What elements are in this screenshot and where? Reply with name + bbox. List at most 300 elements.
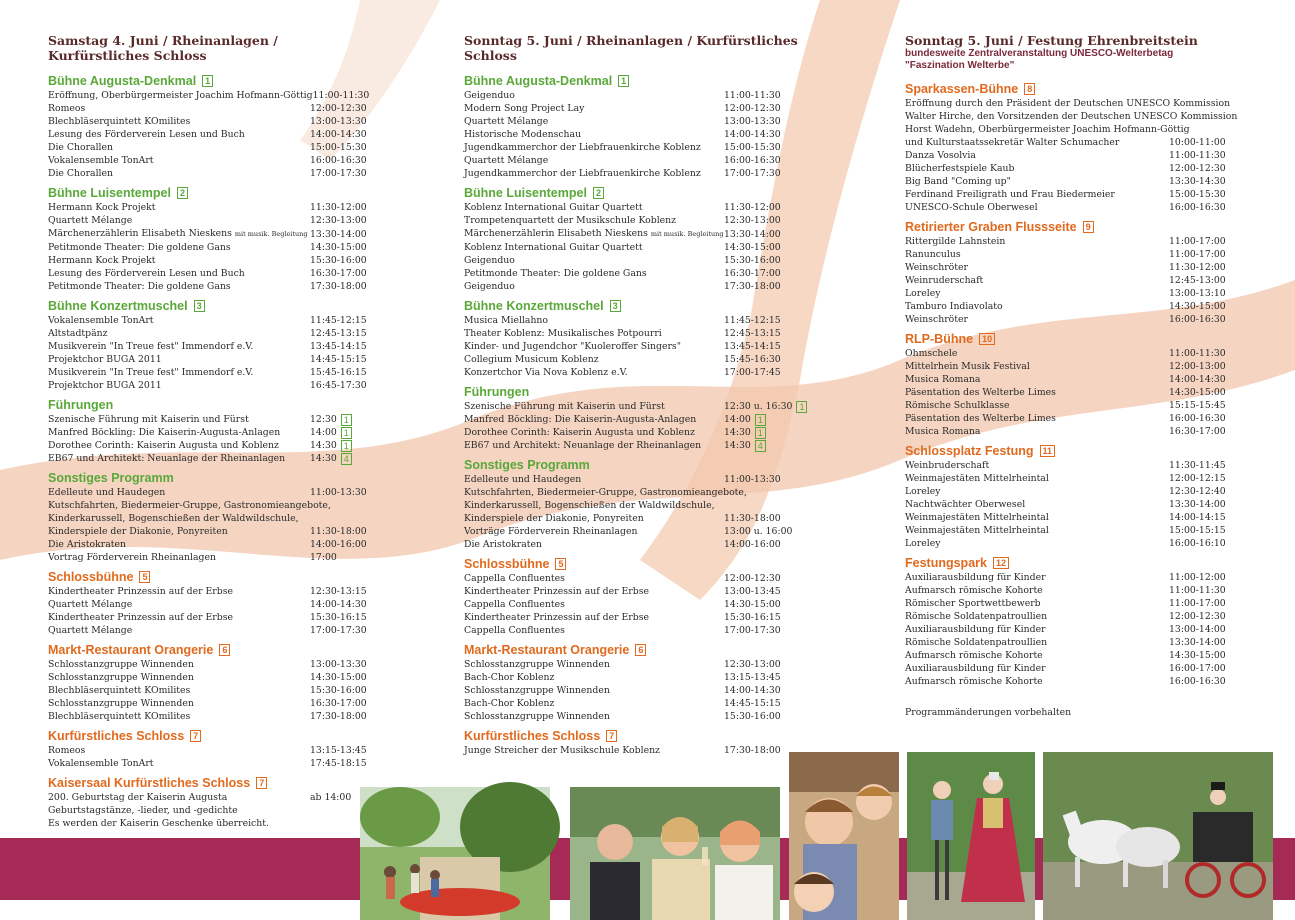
program-name: Schlosstanzgruppe Winnenden bbox=[48, 672, 194, 683]
program-name: Geigenduo bbox=[464, 90, 515, 101]
program-time: 15:30-16:15 bbox=[724, 612, 781, 623]
program-name: Kindertheater Prinzessin auf der Erbse bbox=[464, 586, 649, 597]
program-name-wrap bbox=[905, 412, 1169, 425]
day-heading: Samstag 4. Juni / Rheinanlagen / Kurfürstliches Schloss bbox=[48, 33, 278, 63]
program-row bbox=[464, 115, 809, 128]
program-name: Musikverein "In Treue fest" Immendorf e.V. bbox=[48, 367, 254, 378]
program-name-wrap bbox=[48, 512, 310, 525]
program-name-wrap bbox=[464, 671, 724, 684]
program-row bbox=[464, 525, 809, 538]
program-time-wrap bbox=[724, 585, 809, 598]
program-row bbox=[905, 537, 1235, 550]
program-time-wrap bbox=[331, 499, 368, 512]
program-time: 15:30-16:15 bbox=[310, 612, 367, 623]
program-time: 16:45-17:30 bbox=[310, 380, 367, 391]
program-row bbox=[48, 512, 368, 525]
program-name-wrap bbox=[48, 525, 310, 538]
venue-title bbox=[48, 298, 368, 314]
program-name: Musica Romana bbox=[905, 374, 981, 385]
program-time: 16:30-17:00 bbox=[310, 698, 367, 709]
program-time-wrap bbox=[724, 102, 809, 115]
program-name: Koblenz International Guitar Quartett bbox=[464, 242, 643, 253]
program-time: 15:30-16:00 bbox=[724, 255, 781, 266]
venue-map-number: 6 bbox=[635, 644, 646, 656]
program-time-wrap bbox=[310, 227, 368, 241]
program-name: Edelleute und Haudegen bbox=[48, 487, 166, 498]
program-row bbox=[464, 141, 809, 154]
program-name-wrap bbox=[464, 585, 724, 598]
program-name-wrap bbox=[905, 347, 1169, 360]
program-name: Römische Soldatenpatroullien bbox=[905, 611, 1048, 622]
program-time: 14:30 bbox=[724, 427, 751, 438]
program-time-wrap bbox=[310, 141, 368, 154]
program-name: Kutschfahrten, Biedermeier-Gruppe, Gastronomieangebote, bbox=[48, 500, 331, 511]
venue-name: Schlossbühne bbox=[464, 557, 550, 571]
program-name-wrap bbox=[464, 241, 724, 254]
program-time: 16:00-16:30 bbox=[310, 155, 367, 166]
program-name-wrap bbox=[48, 128, 310, 141]
venue-map-number: 3 bbox=[610, 300, 621, 312]
program-name-wrap bbox=[464, 340, 724, 353]
program-row bbox=[48, 710, 368, 723]
program-name: Weinschröter bbox=[905, 314, 968, 325]
program-row bbox=[464, 214, 809, 227]
program-time-wrap bbox=[310, 439, 368, 452]
venue-title bbox=[464, 728, 809, 744]
program-row bbox=[464, 671, 809, 684]
program-time: 16:30-17:00 bbox=[724, 268, 781, 279]
program-name-wrap bbox=[464, 201, 724, 214]
program-row bbox=[464, 512, 809, 525]
program-time: 16:30-17:00 bbox=[310, 268, 367, 279]
program-name-wrap bbox=[464, 115, 724, 128]
tour-start-number: 1 bbox=[341, 427, 352, 439]
program-time: 14:30-15:00 bbox=[310, 672, 367, 683]
program-name: Lesung des Förderverein Lesen und Buch bbox=[48, 129, 245, 140]
program-time: 10:00-11:00 bbox=[1169, 137, 1226, 148]
program-name-wrap bbox=[48, 804, 310, 817]
venue-section bbox=[48, 185, 368, 293]
program-time-wrap bbox=[310, 486, 368, 499]
program-time: 12:00-12:30 bbox=[1169, 163, 1226, 174]
program-time: 13:15-13:45 bbox=[310, 745, 367, 756]
program-name-wrap bbox=[905, 175, 1169, 188]
program-name-wrap bbox=[464, 254, 724, 267]
program-row bbox=[464, 353, 809, 366]
program-time-wrap bbox=[1169, 235, 1235, 248]
program-name-wrap bbox=[48, 227, 310, 241]
stilt-performers-photo bbox=[907, 752, 1035, 920]
venue-section bbox=[48, 728, 368, 770]
program-name: Weinruderschaft bbox=[905, 275, 984, 286]
program-name-wrap bbox=[48, 697, 310, 710]
program-name-wrap bbox=[464, 426, 724, 439]
program-row bbox=[905, 649, 1235, 662]
venue-section bbox=[464, 556, 809, 637]
venue-section bbox=[464, 728, 809, 757]
day-subheading: bundesweite Zentralveranstaltung UNESCO-Welterbetag bbox=[905, 48, 1174, 59]
program-row bbox=[48, 102, 368, 115]
park-garden-photo bbox=[360, 787, 550, 920]
program-name: Jugendkammerchor der Liebfrauenkirche Koblenz bbox=[464, 142, 701, 153]
program-name: Projektchor BUGA 2011 bbox=[48, 380, 162, 391]
venue-map-number: 12 bbox=[993, 557, 1009, 569]
program-row bbox=[905, 201, 1235, 214]
program-row bbox=[48, 241, 368, 254]
venue-section bbox=[464, 298, 809, 379]
program-time-wrap bbox=[1169, 623, 1235, 636]
program-time-wrap bbox=[1169, 571, 1235, 584]
program-row bbox=[48, 426, 368, 439]
program-time-wrap bbox=[724, 598, 809, 611]
program-time-wrap bbox=[310, 697, 368, 710]
program-row bbox=[905, 662, 1235, 675]
program-row bbox=[464, 400, 809, 413]
program-row bbox=[464, 744, 809, 757]
venue-map-number: 2 bbox=[593, 187, 604, 199]
program-time-wrap bbox=[310, 167, 368, 180]
program-name: Petitmonde Theater: Die goldene Gans bbox=[48, 281, 231, 292]
program-column-saturday bbox=[48, 30, 368, 830]
venue-title bbox=[464, 185, 809, 201]
program-row bbox=[905, 636, 1235, 649]
program-name-wrap bbox=[48, 757, 310, 770]
program-name-wrap bbox=[905, 287, 1169, 300]
program-name: Schlosstanzgruppe Winnenden bbox=[464, 659, 610, 670]
program-time: 17:30-18:00 bbox=[724, 281, 781, 292]
program-name-wrap bbox=[48, 267, 310, 280]
program-row bbox=[464, 241, 809, 254]
program-time: 14:00 bbox=[310, 427, 337, 438]
program-time-wrap bbox=[1169, 610, 1235, 623]
venue-section bbox=[905, 555, 1235, 688]
venue-section bbox=[48, 642, 368, 723]
program-name-wrap bbox=[464, 141, 724, 154]
venue-map-number: 5 bbox=[139, 571, 150, 583]
program-name-wrap bbox=[48, 167, 310, 180]
program-time-wrap bbox=[310, 598, 368, 611]
program-name: Quartett Mélange bbox=[464, 155, 549, 166]
program-name: 200. Geburtstag der Kaiserin Augusta bbox=[48, 792, 228, 803]
venue-name: Führungen bbox=[48, 398, 114, 412]
program-name-wrap bbox=[905, 261, 1169, 274]
program-time: 13:00-13:30 bbox=[310, 116, 367, 127]
program-row bbox=[48, 499, 368, 512]
program-row bbox=[464, 486, 809, 499]
program-time-wrap bbox=[724, 201, 809, 214]
program-time: 11:30-11:45 bbox=[1169, 460, 1226, 471]
program-name: Nachtwächter Oberwesel bbox=[905, 499, 1026, 510]
program-time-wrap bbox=[1169, 136, 1235, 149]
program-time-wrap bbox=[1169, 636, 1235, 649]
venue-title bbox=[464, 642, 809, 658]
program-name-wrap bbox=[905, 524, 1169, 537]
program-name-wrap bbox=[464, 611, 724, 624]
program-name: Weinmajestäten Mittelrheintal bbox=[905, 512, 1049, 523]
program-name: und Kulturstaatssekretär Walter Schumacher bbox=[905, 137, 1120, 148]
program-time: 11:00-17:00 bbox=[1169, 598, 1226, 609]
program-time-wrap bbox=[724, 473, 809, 486]
program-row bbox=[905, 110, 1238, 123]
program-time: 12:00-12:30 bbox=[724, 103, 781, 114]
program-time-wrap bbox=[724, 710, 809, 723]
program-time-wrap bbox=[724, 439, 809, 452]
program-row bbox=[905, 313, 1235, 326]
program-time: 11:30-12:00 bbox=[1169, 262, 1226, 273]
program-name-wrap bbox=[905, 498, 1169, 511]
program-time-wrap bbox=[1169, 149, 1235, 162]
program-row bbox=[48, 115, 368, 128]
program-time: 13:45-14:15 bbox=[724, 341, 781, 352]
venue-map-number: 7 bbox=[190, 730, 201, 742]
venue-map-number: 10 bbox=[979, 333, 995, 345]
program-time-wrap bbox=[310, 214, 368, 227]
venue-map-number: 2 bbox=[177, 187, 188, 199]
program-row bbox=[464, 710, 809, 723]
program-row bbox=[464, 413, 809, 426]
venue-name: Bühne Augusta-Denkmal bbox=[48, 74, 197, 88]
venue-name: Bühne Luisentempel bbox=[48, 186, 171, 200]
program-name-wrap bbox=[464, 167, 724, 180]
program-time-wrap bbox=[1169, 261, 1235, 274]
program-name-wrap bbox=[464, 744, 724, 757]
program-row bbox=[905, 261, 1235, 274]
venue-name: Retirierter Graben Flussseite bbox=[905, 220, 1077, 234]
venue-title bbox=[48, 775, 368, 791]
program-name-wrap bbox=[48, 452, 310, 465]
program-name-wrap bbox=[905, 313, 1169, 326]
program-column-sunday-festung bbox=[905, 30, 1238, 719]
tour-start-number: 4 bbox=[755, 440, 766, 452]
venue-name: Sparkassen-Bühne bbox=[905, 82, 1019, 96]
program-time: 14:00-14:15 bbox=[1169, 512, 1226, 523]
program-time-wrap bbox=[724, 314, 809, 327]
program-name: Weinbruderschaft bbox=[905, 460, 990, 471]
program-name: Schlosstanzgruppe Winnenden bbox=[464, 711, 610, 722]
program-name-wrap bbox=[905, 649, 1169, 662]
day-heading: Sonntag 5. Juni / Festung Ehrenbreitstein bbox=[905, 33, 1198, 48]
program-row bbox=[905, 675, 1235, 688]
program-time: ab 14:00 bbox=[310, 792, 352, 803]
program-row bbox=[464, 473, 809, 486]
program-time-wrap bbox=[1169, 201, 1235, 214]
venue-map-number: 9 bbox=[1083, 221, 1094, 233]
program-time-wrap bbox=[1169, 498, 1235, 511]
program-time-wrap bbox=[310, 671, 368, 684]
program-time: 16:00-16:30 bbox=[1169, 314, 1226, 325]
program-time-wrap bbox=[724, 512, 809, 525]
program-name-wrap bbox=[464, 499, 724, 512]
program-name: Cappella Confluentes bbox=[464, 599, 565, 610]
program-time-wrap bbox=[310, 379, 368, 392]
tour-start-number: 1 bbox=[341, 440, 352, 452]
program-name-wrap bbox=[905, 149, 1169, 162]
program-time-wrap bbox=[1169, 360, 1235, 373]
venue-name: Kaisersaal Kurfürstliches Schloss bbox=[48, 776, 251, 790]
program-row bbox=[905, 386, 1235, 399]
program-row bbox=[48, 314, 368, 327]
program-name-wrap bbox=[48, 439, 310, 452]
program-row bbox=[905, 136, 1235, 149]
program-time: 14:30-15:00 bbox=[1169, 650, 1226, 661]
program-time-wrap bbox=[310, 452, 368, 465]
program-row bbox=[48, 254, 368, 267]
program-time: 14:00-16:00 bbox=[724, 539, 781, 550]
program-row bbox=[48, 128, 368, 141]
program-name: Blechbläserquintett KOmilites bbox=[48, 685, 191, 696]
program-name-wrap bbox=[48, 744, 310, 757]
program-name: Aufmarsch römische Kohorte bbox=[905, 650, 1043, 661]
program-time: 17:00-17:30 bbox=[310, 168, 367, 179]
program-row bbox=[464, 314, 809, 327]
program-name-wrap bbox=[464, 314, 724, 327]
program-row bbox=[905, 524, 1235, 537]
program-time: 12:30 u. 16:30 bbox=[724, 401, 793, 412]
program-time-wrap bbox=[1169, 313, 1235, 326]
program-time-wrap bbox=[310, 710, 368, 723]
program-row bbox=[48, 551, 368, 564]
program-row bbox=[48, 353, 368, 366]
venue-title bbox=[464, 298, 809, 314]
program-time-wrap bbox=[1169, 485, 1235, 498]
program-name-wrap bbox=[464, 538, 724, 551]
program-time-wrap bbox=[310, 280, 368, 293]
program-time-wrap bbox=[310, 128, 368, 141]
program-time-wrap bbox=[1169, 412, 1235, 425]
program-name-wrap bbox=[905, 584, 1169, 597]
program-name: Kinderkarussell, Bogenschießen der Waldwildschule, bbox=[464, 500, 715, 511]
program-time: 14:30 bbox=[310, 440, 337, 451]
program-time: 12:00-12:30 bbox=[724, 573, 781, 584]
program-time-wrap bbox=[1169, 188, 1235, 201]
program-time: 11:00-11:30 bbox=[724, 90, 781, 101]
program-time: 11:00-17:00 bbox=[1169, 236, 1226, 247]
program-time-wrap bbox=[310, 340, 368, 353]
program-name-wrap bbox=[48, 314, 310, 327]
tour-start-number: 4 bbox=[341, 453, 352, 465]
program-name: Eröffnung, Oberbürgermeister Joachim Hofmann-Göttig bbox=[48, 90, 313, 101]
program-row bbox=[464, 426, 809, 439]
program-name: Die Aristokraten bbox=[464, 539, 542, 550]
program-time-wrap bbox=[1169, 399, 1235, 412]
program-time: 13:30-14:00 bbox=[724, 228, 781, 240]
venue-title bbox=[905, 219, 1235, 235]
day-heading: Sonntag 5. Juni / Rheinanlagen / Kurfürstliches Schloss bbox=[464, 33, 798, 63]
program-name: Vorträge Förderverein Rheinanlagen bbox=[464, 526, 638, 537]
program-name: Aufmarsch römische Kohorte bbox=[905, 585, 1043, 596]
program-name-wrap bbox=[905, 537, 1169, 550]
program-name: Auxiliarausbildung für Kinder bbox=[905, 663, 1046, 674]
venue-map-number: 3 bbox=[194, 300, 205, 312]
program-time-wrap bbox=[724, 280, 809, 293]
program-name: Päsentation des Welterbe Limes bbox=[905, 387, 1056, 398]
venue-title bbox=[464, 384, 809, 400]
tour-start-number: 1 bbox=[341, 414, 352, 426]
program-name: Geigenduo bbox=[464, 255, 515, 266]
program-name-wrap bbox=[464, 658, 724, 671]
program-time: 12:30-13:15 bbox=[310, 586, 367, 597]
program-time-wrap bbox=[310, 327, 368, 340]
venue-title bbox=[48, 642, 368, 658]
program-name-wrap bbox=[464, 572, 724, 585]
program-row bbox=[464, 280, 809, 293]
program-time: 14:30 bbox=[724, 440, 751, 451]
program-name: Szenische Führung mit Kaiserin und Fürst bbox=[464, 401, 665, 412]
program-name-wrap bbox=[905, 235, 1169, 248]
program-name-wrap bbox=[464, 525, 724, 538]
program-time: 17:00-17:30 bbox=[724, 168, 781, 179]
venue-title bbox=[905, 555, 1235, 571]
venue-name: Markt-Restaurant Orangerie bbox=[464, 643, 630, 657]
program-name: Es werden der Kaiserin Geschenke überreicht. bbox=[48, 818, 269, 829]
program-name-wrap bbox=[464, 486, 747, 499]
program-name: Märchenerzählerin Elisabeth Nieskens bbox=[464, 228, 648, 239]
program-time: 11:00-13:30 bbox=[310, 487, 367, 498]
program-row bbox=[464, 499, 809, 512]
venue-title bbox=[905, 81, 1235, 97]
program-time: 14:30-15:00 bbox=[1169, 301, 1226, 312]
program-name-wrap bbox=[464, 227, 724, 241]
venue-name: Schlossbühne bbox=[48, 570, 134, 584]
program-row bbox=[48, 89, 368, 102]
program-name: Hermann Kock Projekt bbox=[48, 255, 156, 266]
program-name-wrap bbox=[48, 115, 310, 128]
tour-start-number: 1 bbox=[796, 401, 807, 413]
program-row bbox=[48, 379, 368, 392]
program-name-wrap bbox=[48, 254, 310, 267]
venue-section bbox=[905, 219, 1235, 326]
program-name: Collegium Musicum Koblenz bbox=[464, 354, 599, 365]
program-name: Trompetenquartett der Musikschule Koblenz bbox=[464, 215, 677, 226]
program-time-wrap bbox=[1169, 274, 1235, 287]
program-name-wrap bbox=[48, 353, 310, 366]
program-row bbox=[48, 744, 368, 757]
program-row bbox=[464, 572, 809, 585]
program-time-wrap bbox=[1230, 97, 1235, 110]
program-row bbox=[905, 300, 1235, 313]
program-name-wrap bbox=[905, 662, 1169, 675]
program-time-wrap bbox=[1169, 675, 1235, 688]
program-row bbox=[48, 697, 368, 710]
program-row bbox=[905, 274, 1235, 287]
program-time: 17:00-17:30 bbox=[724, 625, 781, 636]
program-time: 12:00-12:15 bbox=[1169, 473, 1226, 484]
program-name-wrap bbox=[905, 485, 1169, 498]
venue-name: Bühne Konzertmuschel bbox=[48, 299, 188, 313]
program-row bbox=[905, 360, 1235, 373]
program-name-wrap bbox=[905, 110, 1237, 123]
program-name: Romeos bbox=[48, 103, 86, 114]
venue-title bbox=[48, 569, 368, 585]
program-time-wrap bbox=[724, 353, 809, 366]
program-row bbox=[48, 598, 368, 611]
program-time: 15:00-15:30 bbox=[1169, 189, 1226, 200]
program-row bbox=[905, 459, 1235, 472]
program-name-wrap bbox=[905, 610, 1169, 623]
program-name: Kindertheater Prinzessin auf der Erbse bbox=[464, 612, 649, 623]
program-row bbox=[905, 188, 1235, 201]
program-name: Big Band "Coming up" bbox=[905, 176, 1011, 187]
tour-start-number: 1 bbox=[755, 414, 766, 426]
program-name-wrap bbox=[48, 241, 310, 254]
program-row bbox=[48, 452, 368, 465]
program-time: 12:45-13:00 bbox=[1169, 275, 1226, 286]
program-time: 14:30 bbox=[310, 453, 337, 464]
program-row bbox=[48, 439, 368, 452]
program-name-wrap bbox=[48, 201, 310, 214]
program-time-wrap bbox=[1169, 511, 1235, 524]
program-time: 13:15-13:45 bbox=[724, 672, 781, 683]
